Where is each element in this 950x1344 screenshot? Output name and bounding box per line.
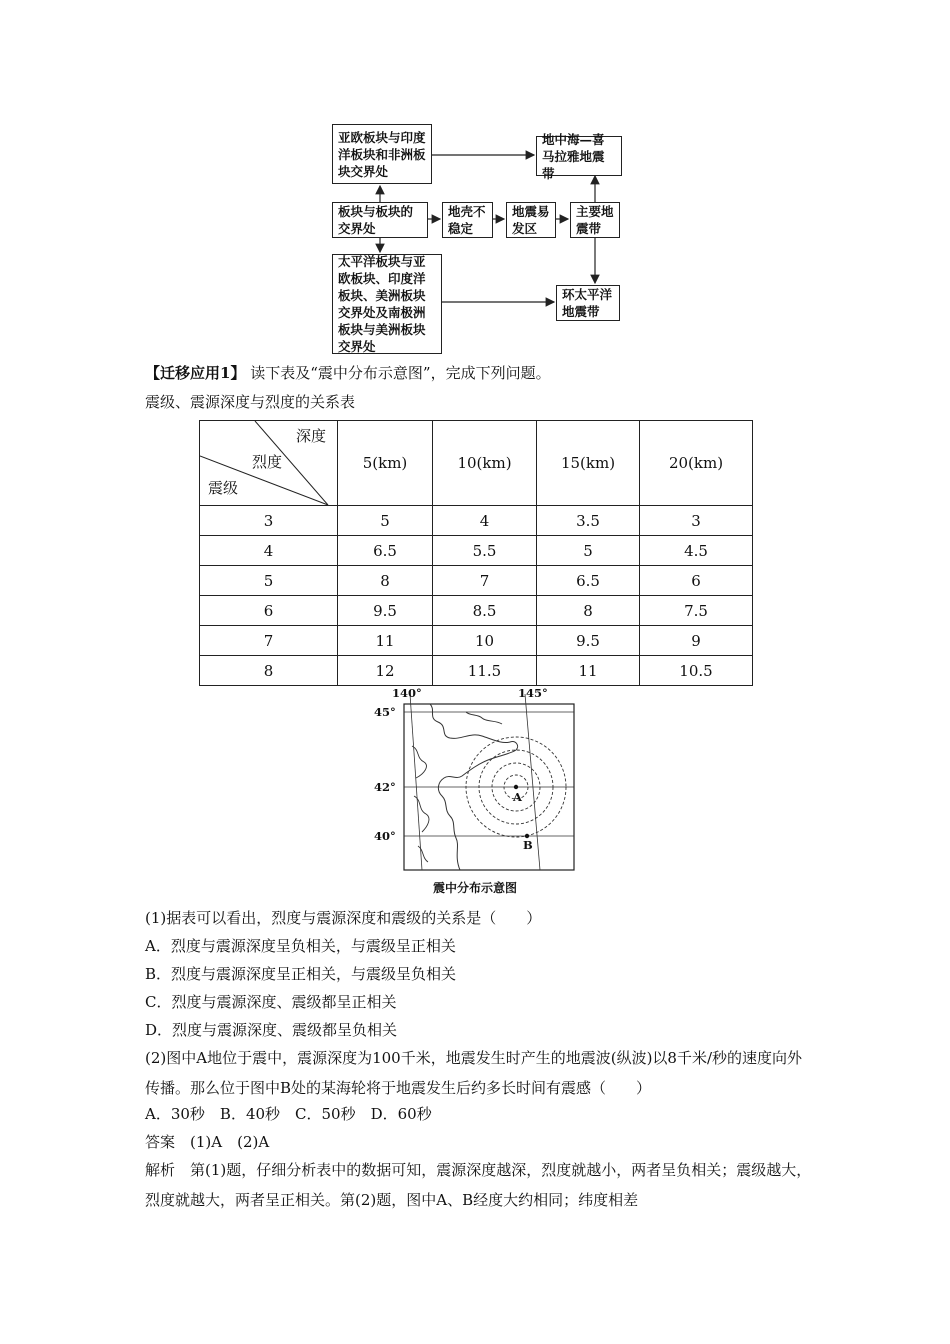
analysis-label: 解析	[145, 1161, 176, 1179]
map-caption: 震中分布示意图	[432, 881, 517, 895]
table-col-header: 15(km)	[537, 421, 640, 506]
point-a-label: A	[513, 790, 522, 804]
q1-option-d: D．烈度与震源深度、震级都呈负相关	[145, 1021, 398, 1039]
table-cell: 3	[200, 506, 338, 536]
table-cell: 4	[433, 506, 537, 536]
table-cell: 11	[537, 656, 640, 686]
table-cell: 8	[200, 656, 338, 686]
table-cell: 11	[338, 626, 433, 656]
q1-option-a: A．烈度与震源深度呈负相关，与震级呈正相关	[145, 937, 456, 955]
table-cell: 5	[338, 506, 433, 536]
table-cell: 10.5	[640, 656, 753, 686]
table-col-header: 5(km)	[338, 421, 433, 506]
analysis-text: 第(1)题，仔细分析表中的数据可知，震源深度越深，烈度就越小，两者呈负相关；震级越大，烈度就越大，两者呈正相关。第(2)题，图中A、B经度大约相同；纬度相差	[145, 1161, 812, 1209]
table-col-header: 20(km)	[640, 421, 753, 506]
exercise-intro	[145, 363, 551, 383]
table-cell: 6.5	[537, 566, 640, 596]
answer-label: 答案	[145, 1133, 176, 1151]
answer-line	[145, 1127, 815, 1157]
table-cell: 12	[338, 656, 433, 686]
table-row	[200, 656, 753, 686]
box-eurasia: 亚欧板块与印度洋板块和非洲板块交界处	[332, 124, 432, 184]
table-cell: 8.5	[433, 596, 537, 626]
table-cell: 10	[433, 626, 537, 656]
table-cell: 3.5	[537, 506, 640, 536]
lon-140-label: 140°	[392, 686, 422, 700]
table-row	[200, 506, 753, 536]
lat-40-label: 40°	[374, 829, 396, 843]
table-cell: 6.5	[338, 536, 433, 566]
table-row	[200, 626, 753, 656]
question-2: (2)图中A地位于震中，震源深度为100千米，地震发生时产生的地震波(纵波)以8千米/秒的速度向外传播。那么位于图中B处的某海轮将于地震发生后约多长时间有震感（ ）	[145, 1049, 803, 1097]
q2-options: A．30秒 B．40秒 C．50秒 D．60秒	[145, 1105, 432, 1123]
flowchart	[320, 118, 640, 358]
lat-45-label: 45°	[374, 705, 396, 719]
table-cell: 5.5	[433, 536, 537, 566]
analysis-paragraph	[145, 1155, 815, 1215]
table-col-header: 10(km)	[433, 421, 537, 506]
table-title: 震级、震源深度与烈度的关系表	[145, 393, 356, 411]
table-cell: 5	[200, 566, 338, 596]
table-row	[200, 536, 753, 566]
table-cell: 7	[433, 566, 537, 596]
intensity-table	[199, 420, 753, 686]
box-main-belts: 主要地震带	[570, 202, 620, 238]
table-corner-cell	[200, 421, 338, 506]
point-b-label: B	[523, 838, 533, 852]
table-cell: 8	[537, 596, 640, 626]
table-cell: 4.5	[640, 536, 753, 566]
exercise-tag: 【迁移应用1】	[145, 364, 246, 382]
table-cell: 6	[640, 566, 753, 596]
table-row	[200, 596, 753, 626]
box-mediterranean-himalaya: 地中海—喜马拉雅地震带	[536, 136, 622, 176]
box-earthquake-prone: 地震易发区	[506, 202, 556, 238]
table-cell: 11.5	[433, 656, 537, 686]
exercise-intro-text: 读下表及“震中分布示意图”，完成下列问题。	[250, 364, 551, 382]
question-1: (1)据表可以看出，烈度与震源深度和震级的关系是（ ）	[145, 909, 542, 927]
table-cell: 9.5	[338, 596, 433, 626]
table-row	[200, 566, 753, 596]
box-crust-unstable: 地壳不稳定	[442, 202, 493, 238]
table-cell: 9	[640, 626, 753, 656]
lon-145-label: 145°	[518, 686, 548, 700]
table-cell: 3	[640, 506, 753, 536]
table-cell: 6	[200, 596, 338, 626]
table-cell: 7	[200, 626, 338, 656]
lat-42-label: 42°	[374, 780, 396, 794]
corner-depth-label: 深度	[296, 427, 327, 445]
box-circum-pacific: 环太平洋地震带	[556, 285, 620, 321]
epicenter-map-graphic	[370, 686, 580, 881]
corner-intensity-label: 烈度	[252, 453, 283, 471]
table-cell: 5	[537, 536, 640, 566]
table-cell: 8	[338, 566, 433, 596]
q1-option-c: C．烈度与震源深度、震级都呈正相关	[145, 993, 397, 1011]
box-plate-boundary: 板块与板块的交界处	[332, 202, 428, 238]
answer-text: (1)A (2)A	[190, 1133, 270, 1151]
corner-magnitude-label: 震级	[208, 479, 239, 497]
table-cell: 4	[200, 536, 338, 566]
box-pacific: 太平洋板块与亚欧板块、印度洋板块、美洲板块交界处及南极洲板块与美洲板块交界处	[332, 254, 442, 354]
q1-option-b: B．烈度与震源深度呈正相关，与震级呈负相关	[145, 965, 457, 983]
table-cell: 9.5	[537, 626, 640, 656]
epicenter-map	[370, 686, 580, 898]
table-cell: 7.5	[640, 596, 753, 626]
